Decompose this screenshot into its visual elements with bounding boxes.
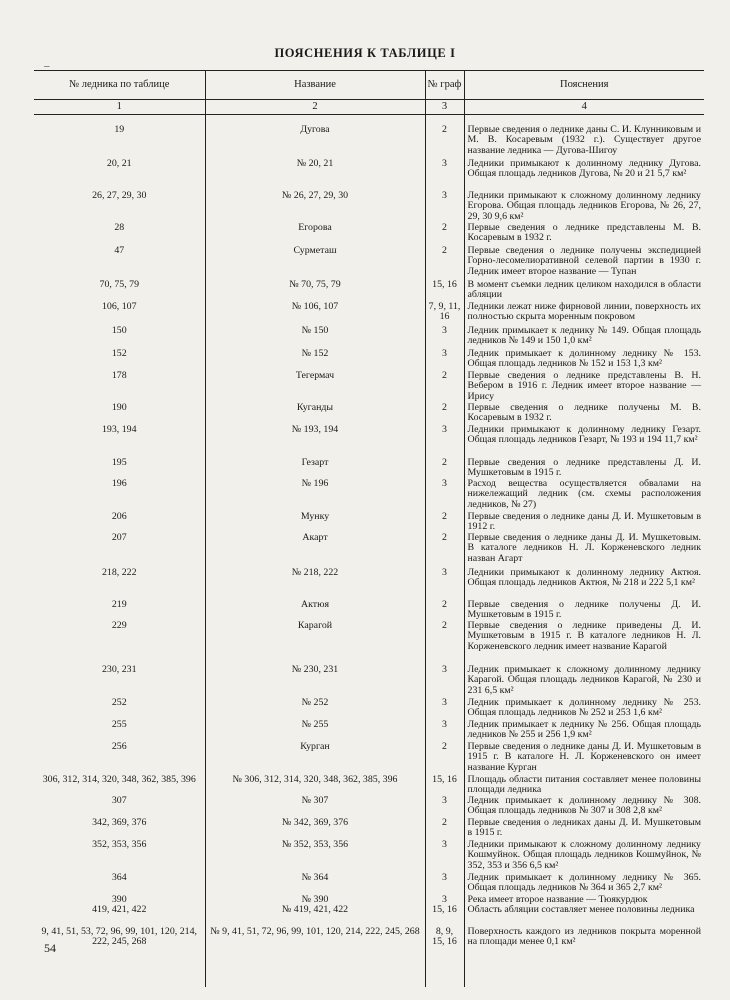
glacier-name-cell: Акарт	[205, 533, 425, 568]
explanation-cell: Ледник примыкает к долинному леднику № 308. Общая площадь ледников № 307 и 308 2,8 км²	[464, 796, 704, 818]
table-row	[34, 895, 704, 927]
explanation-cell: Первые сведения о леднике даны С. И. Клунниковым и М. В. Косаревым (1932 г.). Существует другое название ледника — Дугова-Шигоу	[464, 125, 704, 159]
header-explanations: Пояснения	[464, 71, 704, 100]
glacier-name-cell: Актюя	[205, 600, 425, 621]
explanation-cell: Расход вещества осуществляется обвалами на нижележащий ледник (см. схемы расположения ледников, № 27)	[464, 479, 704, 512]
explanation-cell: Река имеет второе название — Тюякурдюк Область абляции составляет менее половины ледника	[464, 895, 704, 927]
explanation-cell: Первые сведения о леднике получены М. В. Косаревым в 1932 г.	[464, 403, 704, 425]
table-row	[34, 125, 704, 159]
table-row	[34, 698, 704, 720]
glacier-name-cell: № 196	[205, 479, 425, 512]
column-number-1: 1	[34, 100, 205, 115]
column-ref-cell: 2	[425, 533, 464, 568]
explanation-cell: Ледник примыкает к долинному леднику № 153. Общая площадь ледников № 152 и 153 1,3 км²	[464, 349, 704, 371]
glacier-name-cell: Куганды	[205, 403, 425, 425]
glacier-name-cell: № 152	[205, 349, 425, 371]
glacier-number-cell: 207	[34, 533, 205, 568]
table-row	[34, 665, 704, 698]
explanation-cell: В момент съемки ледник целиком находился в области абляции	[464, 280, 704, 302]
explanation-cell: Первые сведения о ледниках даны Д. И. Мушкетовым в 1915 г.	[464, 818, 704, 840]
explanation-cell: Первые сведения о леднике получены Д. И. Мушкетовым в 1915 г.	[464, 600, 704, 621]
column-ref-cell: 3 15, 16	[425, 895, 464, 927]
glacier-name-cell: № 307	[205, 796, 425, 818]
table-row	[34, 720, 704, 742]
column-ref-cell: 2	[425, 371, 464, 403]
glacier-name-cell: № 255	[205, 720, 425, 742]
explanation-cell: Ледник примыкает к леднику № 149. Общая площадь ледников № 149 и 150 1,0 км²	[464, 326, 704, 349]
explanation-cell: Ледник примыкает к долинному леднику № 365. Общая площадь ледников № 364 и 365 2,7 км²	[464, 873, 704, 895]
column-number-2: 2	[205, 100, 425, 115]
table-row	[34, 191, 704, 223]
explanation-cell: Площадь области питания составляет менее половины площади ледника	[464, 775, 704, 796]
table-row	[34, 403, 704, 425]
glacier-number-cell: 218, 222	[34, 568, 205, 600]
table-column-numbers-row	[34, 100, 704, 115]
explanation-cell: Поверхность каждого из ледников покрыта моренной на площади менее 0,1 км²	[464, 927, 704, 987]
column-ref-cell: 3	[425, 568, 464, 600]
table-row	[34, 223, 704, 246]
explanation-cell: Первые сведения о леднике приведены Д. И. Мушкетовым в 1915 г. В каталоге ледников Н. Л. Корженевского ледник имеет название Карагой	[464, 621, 704, 665]
page-title: ПОЯСНЕНИЯ К ТАБЛИЦЕ I	[274, 46, 456, 60]
glacier-number-cell: 47	[34, 246, 205, 280]
glacier-number-cell: 342, 369, 376	[34, 818, 205, 840]
header-column-number: № граф	[425, 71, 464, 100]
column-ref-cell: 8, 9, 15, 16	[425, 927, 464, 987]
glacier-number-cell: 150	[34, 326, 205, 349]
explanation-cell: Ледники примыкают к сложному долинному леднику Егорова. Общая площадь ледников Егорова, № 26, 27, 29, 30 9,6 км²	[464, 191, 704, 223]
glacier-number-cell: 20, 21	[34, 159, 205, 191]
glacier-name-cell: № 230, 231	[205, 665, 425, 698]
glacier-number-cell: 219	[34, 600, 205, 621]
column-ref-cell: 2	[425, 742, 464, 775]
column-number-3: 3	[425, 100, 464, 115]
glacier-number-cell: 352, 353, 356	[34, 840, 205, 873]
glacier-number-cell: 152	[34, 349, 205, 371]
explanation-cell: Ледники лежат ниже фирновой линии, поверхность их полностью скрыта моренным покровом	[464, 302, 704, 326]
glacier-name-cell: № 70, 75, 79	[205, 280, 425, 302]
glacier-number-cell: 390 419, 421, 422	[34, 895, 205, 927]
glacier-number-cell: 70, 75, 79	[34, 280, 205, 302]
glacier-name-cell: Карагой	[205, 621, 425, 665]
column-ref-cell: 2	[425, 403, 464, 425]
column-ref-cell: 3	[425, 349, 464, 371]
table-row	[34, 600, 704, 621]
glacier-name-cell: № 342, 369, 376	[205, 818, 425, 840]
table-row	[34, 246, 704, 280]
glacier-number-cell: 307	[34, 796, 205, 818]
column-ref-cell: 15, 16	[425, 775, 464, 796]
table-row	[34, 326, 704, 349]
page-number: 54	[44, 941, 56, 955]
column-ref-cell: 3	[425, 873, 464, 895]
glacier-number-cell: 206	[34, 512, 205, 533]
table-row	[34, 818, 704, 840]
header-name: Название	[205, 71, 425, 100]
explanation-cell: Первые сведения о леднике получены экспедицией Горно-лесомелиоративной селевой партии в 1930 г. Ледник имеет второе название — Тупан	[464, 246, 704, 280]
explanation-cell: Первые сведения о леднике даны Д. И. Мушкетовым в 1912 г.	[464, 512, 704, 533]
column-ref-cell: 3	[425, 159, 464, 191]
glacier-name-cell: Дугова	[205, 125, 425, 159]
table-row	[34, 479, 704, 512]
explanation-cell: Ледник примыкает к леднику № 256. Общая площадь ледников № 255 и 256 1,9 км²	[464, 720, 704, 742]
glacier-name-cell: № 364	[205, 873, 425, 895]
explanation-cell: Ледники примыкают к долинному леднику Дугова. Общая площадь ледников Дугова, № 20 и 21 5,7 км²	[464, 159, 704, 191]
table-body	[34, 115, 704, 988]
explanation-cell: Ледники примыкают к долинному леднику Гезарт. Общая площадь ледников Гезарт, № 193 и 194 11,7 км²	[464, 425, 704, 458]
glacier-number-cell: 229	[34, 621, 205, 665]
glacier-number-cell: 306, 312, 314, 320, 348, 362, 385, 396	[34, 775, 205, 796]
explanation-cell: Ледники примыкают к долинному леднику Актюя. Общая площадь ледников Актюя, № 218 и 222 5,1 км²	[464, 568, 704, 600]
glacier-number-cell: 256	[34, 742, 205, 775]
glacier-name-cell: № 352, 353, 356	[205, 840, 425, 873]
header-glacier-number: № ледника по таблице	[34, 71, 205, 100]
glacier-name-cell: № 252	[205, 698, 425, 720]
table-row	[34, 873, 704, 895]
glacier-name-cell: № 20, 21	[205, 159, 425, 191]
glacier-number-cell: 19	[34, 125, 205, 159]
glacier-number-cell: 9, 41, 51, 53, 72, 96, 99, 101, 120, 214, 222, 245, 268	[34, 927, 205, 987]
glacier-number-cell: 195	[34, 458, 205, 479]
glacier-name-cell: № 106, 107	[205, 302, 425, 326]
glacier-name-cell: Гезарт	[205, 458, 425, 479]
table-row	[34, 742, 704, 775]
glacier-name-cell: № 193, 194	[205, 425, 425, 458]
glacier-number-cell: 252	[34, 698, 205, 720]
column-ref-cell: 3	[425, 796, 464, 818]
explanation-cell: Ледник примыкает к сложному долинному леднику Карагой. Общая площадь ледников Карагой, № 230 и 231 6,5 км²	[464, 665, 704, 698]
table-row	[34, 621, 704, 665]
column-ref-cell: 3	[425, 326, 464, 349]
table-row	[34, 425, 704, 458]
glacier-name-cell: Егорова	[205, 223, 425, 246]
glacier-name-cell: Мунку	[205, 512, 425, 533]
table-row	[34, 927, 704, 987]
glacier-name-cell: № 390 № 419, 421, 422	[205, 895, 425, 927]
glacier-name-cell: № 218, 222	[205, 568, 425, 600]
glacier-number-cell: 230, 231	[34, 665, 205, 698]
table-row	[34, 533, 704, 568]
glacier-name-cell: № 306, 312, 314, 320, 348, 362, 385, 396	[205, 775, 425, 796]
glacier-explanations-table	[34, 70, 704, 987]
table-row	[34, 512, 704, 533]
glacier-name-cell: № 150	[205, 326, 425, 349]
table-row	[34, 371, 704, 403]
column-ref-cell: 2	[425, 125, 464, 159]
glacier-number-cell: 364	[34, 873, 205, 895]
glacier-number-cell: 190	[34, 403, 205, 425]
glacier-name-cell: Тегермач	[205, 371, 425, 403]
column-ref-cell: 15, 16	[425, 280, 464, 302]
explanation-cell: Первые сведения о леднике представлены Д. И. Мушкетовым в 1915 г.	[464, 458, 704, 479]
column-ref-cell: 7, 9, 11, 16	[425, 302, 464, 326]
explanation-cell: Ледник примыкает к долинному леднику № 253. Общая площадь ледников № 252 и 253 1,6 км²	[464, 698, 704, 720]
column-ref-cell: 3	[425, 479, 464, 512]
table-row	[34, 796, 704, 818]
table-row	[34, 280, 704, 302]
glacier-name-cell: Сурметаш	[205, 246, 425, 280]
glacier-number-cell: 193, 194	[34, 425, 205, 458]
table-row	[34, 840, 704, 873]
column-ref-cell: 2	[425, 600, 464, 621]
column-ref-cell: 3	[425, 698, 464, 720]
explanation-cell: Первые сведения о леднике представлены В. Н. Вебером в 1916 г. Ледник имеет второе название — Ирису	[464, 371, 704, 403]
column-ref-cell: 2	[425, 818, 464, 840]
column-ref-cell: 2	[425, 512, 464, 533]
glacier-number-cell: 106, 107	[34, 302, 205, 326]
column-ref-cell: 2	[425, 458, 464, 479]
table-row	[34, 349, 704, 371]
glacier-name-cell: № 26, 27, 29, 30	[205, 191, 425, 223]
explanation-cell: Первые сведения о леднике даны Д. И. Мушкетовым в 1915 г. В каталоге Н. Л. Корженевского он имеет название Курган	[464, 742, 704, 775]
column-ref-cell: 2	[425, 246, 464, 280]
table-row	[34, 775, 704, 796]
glacier-name-cell: Курган	[205, 742, 425, 775]
column-ref-cell: 3	[425, 720, 464, 742]
column-ref-cell: 3	[425, 425, 464, 458]
stray-mark: –	[44, 60, 50, 72]
glacier-number-cell: 26, 27, 29, 30	[34, 191, 205, 223]
explanation-cell: Ледники примыкают к сложному долинному леднику Кошмуйнок. Общая площадь ледников Кошмуйнок, № 352, 353 и 356 6,5 км²	[464, 840, 704, 873]
column-ref-cell: 3	[425, 840, 464, 873]
column-ref-cell: 3	[425, 665, 464, 698]
explanation-cell: Первые сведения о леднике представлены М. В. Косаревым в 1932 г.	[464, 223, 704, 246]
table-row	[34, 159, 704, 191]
column-ref-cell: 3	[425, 191, 464, 223]
glacier-number-cell: 178	[34, 371, 205, 403]
glacier-name-cell: № 9, 41, 51, 72, 96, 99, 101, 120, 214, 222, 245, 268	[205, 927, 425, 987]
glacier-number-cell: 255	[34, 720, 205, 742]
explanation-cell: Первые сведения о леднике даны Д. И. Мушкетовым. В каталоге ледников Н. Л. Корженевского ледник назван Агарт	[464, 533, 704, 568]
table-row	[34, 458, 704, 479]
table-header-row	[34, 71, 704, 100]
column-ref-cell: 2	[425, 223, 464, 246]
column-number-4: 4	[464, 100, 704, 115]
glacier-number-cell: 196	[34, 479, 205, 512]
column-ref-cell: 2	[425, 621, 464, 665]
table-row	[34, 568, 704, 600]
glacier-number-cell: 28	[34, 223, 205, 246]
table-row	[34, 302, 704, 326]
